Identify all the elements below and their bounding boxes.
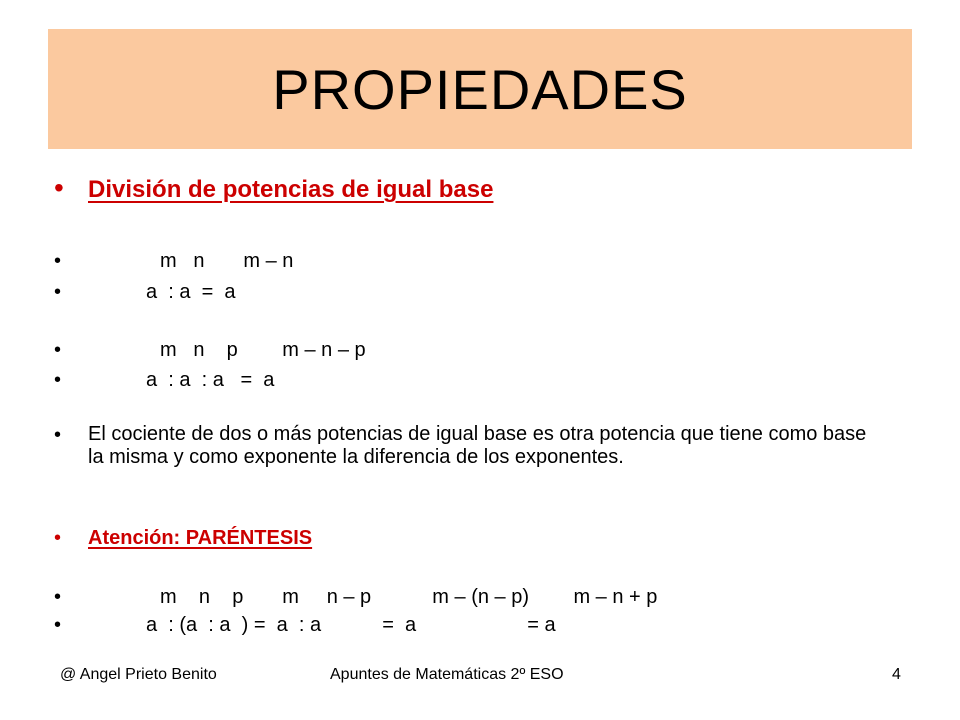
- formula-text: a : a : a = a: [146, 369, 275, 391]
- formula-text: a : a = a: [146, 281, 236, 303]
- footer-course: Apuntes de Matemáticas 2º ESO: [330, 666, 564, 683]
- title-band: [48, 29, 912, 149]
- bullet: •: [54, 527, 62, 549]
- definition-item: [54, 423, 867, 495]
- bullet: •: [54, 281, 62, 303]
- bullet: •: [54, 369, 62, 391]
- footer-author: @ Angel Prieto Benito: [60, 666, 217, 683]
- attention-label: Atención: PARÉNTESIS: [88, 527, 313, 549]
- bullet: •: [54, 339, 62, 361]
- definition-paragraph: El cociente de dos o más potencias de igual base es otra potencia que tiene como base la misma y como exponente la diferencia de los exponentes.: [88, 423, 867, 468]
- bullet: •: [54, 172, 64, 203]
- exponent-text: m n m – n: [160, 250, 294, 272]
- bullet: •: [54, 614, 62, 636]
- section-heading: División de potencias de igual base: [88, 176, 494, 203]
- exponent-text: m n p m – n – p: [160, 339, 366, 361]
- bullet: •: [54, 586, 62, 608]
- slide-title: PROPIEDADES: [272, 57, 688, 121]
- formula-text: a : (a : a ) = a : a = a = a: [146, 614, 556, 636]
- footer-page-number: 4: [892, 666, 901, 683]
- bullet: •: [54, 250, 62, 272]
- exponent-text: m n p m n – p m – (n – p) m – n + p: [160, 586, 658, 608]
- bullet: •: [54, 424, 62, 446]
